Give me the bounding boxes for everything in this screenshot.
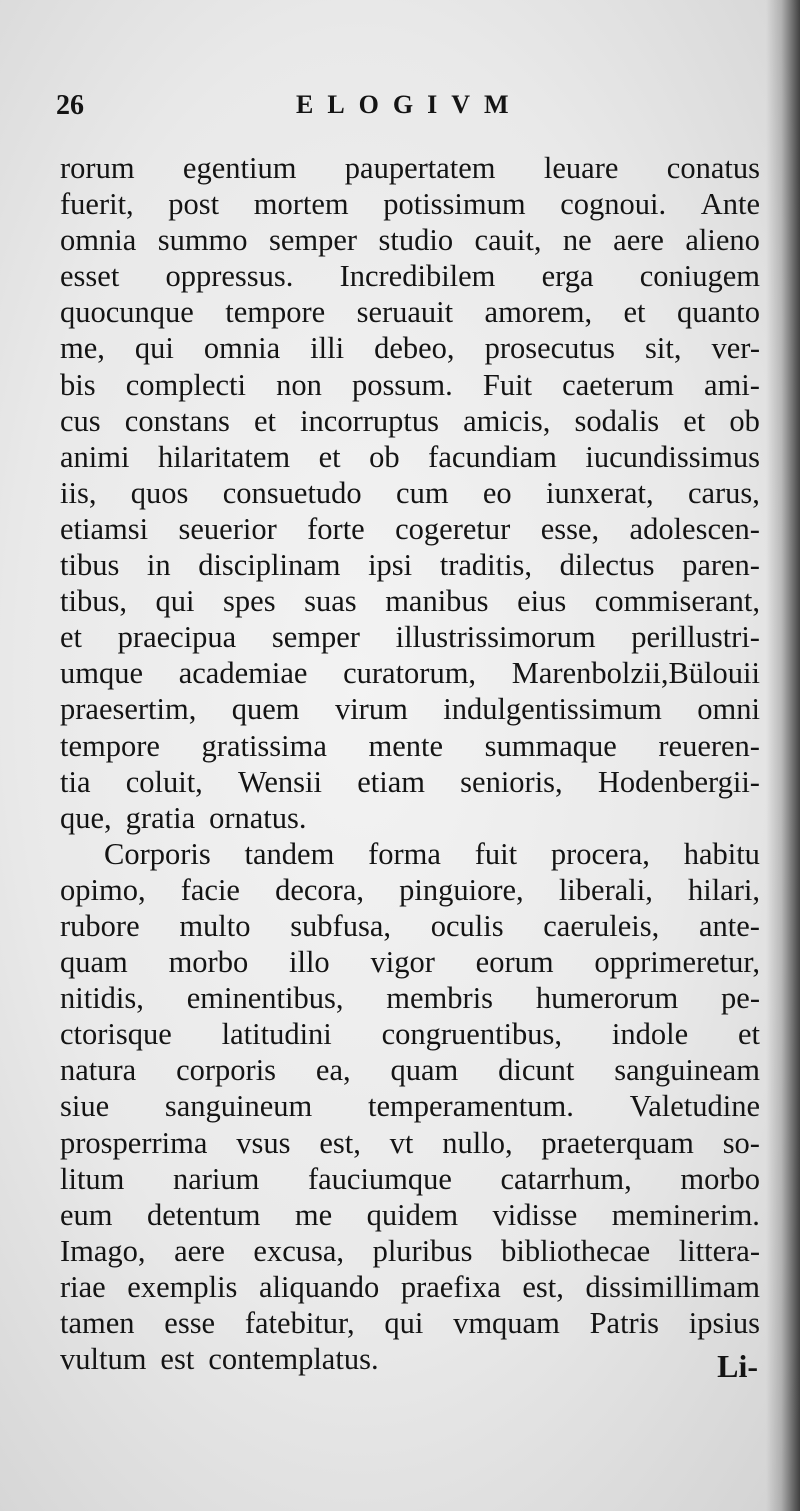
text-line: umque academiae curatorum, Marenbolzii,Bülouii <box>60 656 760 691</box>
text-line: esset oppressus. Incredibilem erga coniugem <box>60 259 760 294</box>
catchword: Li- <box>717 1348 758 1384</box>
text-line: eum detentum me quidem vidisse meminerim. <box>60 1197 760 1232</box>
text-line: rorum egentium paupertatem leuare conatus <box>60 151 760 185</box>
text-line: omnia summo semper studio cauit, ne aere alieno <box>60 223 760 258</box>
text-line: nitidis, eminentibus, membris humerorum pe- <box>60 981 760 1016</box>
text-line: me, qui omnia illi debeo, prosecutus sit, ver- <box>60 331 760 366</box>
text-line: vultum est contemplatus. <box>60 1342 379 1377</box>
page-number: 26 <box>56 90 84 121</box>
text-line: prosperrima vsus est, vt nullo, praeterquam so- <box>60 1125 760 1160</box>
text-line: Imago, aere excusa, pluribus bibliothecae littera- <box>60 1233 760 1268</box>
text-line: iis, quos consuetudo cum eo iunxerat, carus, <box>60 475 760 510</box>
text-line: tia coluit, Wensii etiam senioris, Hodenbergii- <box>60 764 760 799</box>
text-line: quocunque tempore seruauit amorem, et quanto <box>60 295 760 330</box>
body-text <box>60 150 760 1377</box>
text-line: que, gratia ornatus. <box>60 800 307 835</box>
text-line: riae exemplis aliquando praefixa est, dissimillimam <box>60 1269 760 1304</box>
text-line: cus constans et incorruptus amicis, sodalis et ob <box>60 403 760 438</box>
text-line: quam morbo illo vigor eorum opprimeretur, <box>60 945 760 980</box>
text-line: fuerit, post mortem potissimum cognoui. Ante <box>60 187 760 222</box>
text-line: praesertim, quem virum indulgentissimum omni <box>60 692 760 727</box>
page-header <box>56 90 756 130</box>
text-line: bis complecti non possum. Fuit caeterum ami- <box>60 367 760 402</box>
text-line: ctorisque latitudini congruentibus, indole et <box>60 1017 760 1052</box>
text-line: Corporis tandem forma fuit procera, habitu <box>104 836 760 871</box>
text-line: tamen esse fatebitur, qui vmquam Patris ipsius <box>60 1306 760 1340</box>
text-line: tempore gratissima mente summaque reueren- <box>60 728 760 763</box>
text-line: tibus in disciplinam ipsi traditis, dilectus paren- <box>60 548 760 583</box>
running-head: ELOGIVM <box>296 90 523 119</box>
text-line: natura corporis ea, quam dicunt sanguineam <box>60 1053 760 1088</box>
text-line: siue sanguineum temperamentum. Valetudine <box>60 1089 760 1124</box>
text-line: rubore multo subfusa, oculis caeruleis, ante- <box>60 908 760 943</box>
text-line: tibus, qui spes suas manibus eius commiserant, <box>60 584 760 619</box>
text-line: et praecipua semper illustrissimorum perillustri- <box>60 620 760 655</box>
text-line: opimo, facie decora, pinguiore, liberali, hilari, <box>60 872 760 907</box>
text-line: etiamsi seuerior forte cogeretur esse, adolescen- <box>60 511 760 546</box>
text-line: litum narium fauciumque catarrhum, morbo <box>60 1161 760 1196</box>
text-line: animi hilaritatem et ob facundiam iucundissimus <box>60 439 760 474</box>
page-spine-shadow <box>766 0 800 1511</box>
